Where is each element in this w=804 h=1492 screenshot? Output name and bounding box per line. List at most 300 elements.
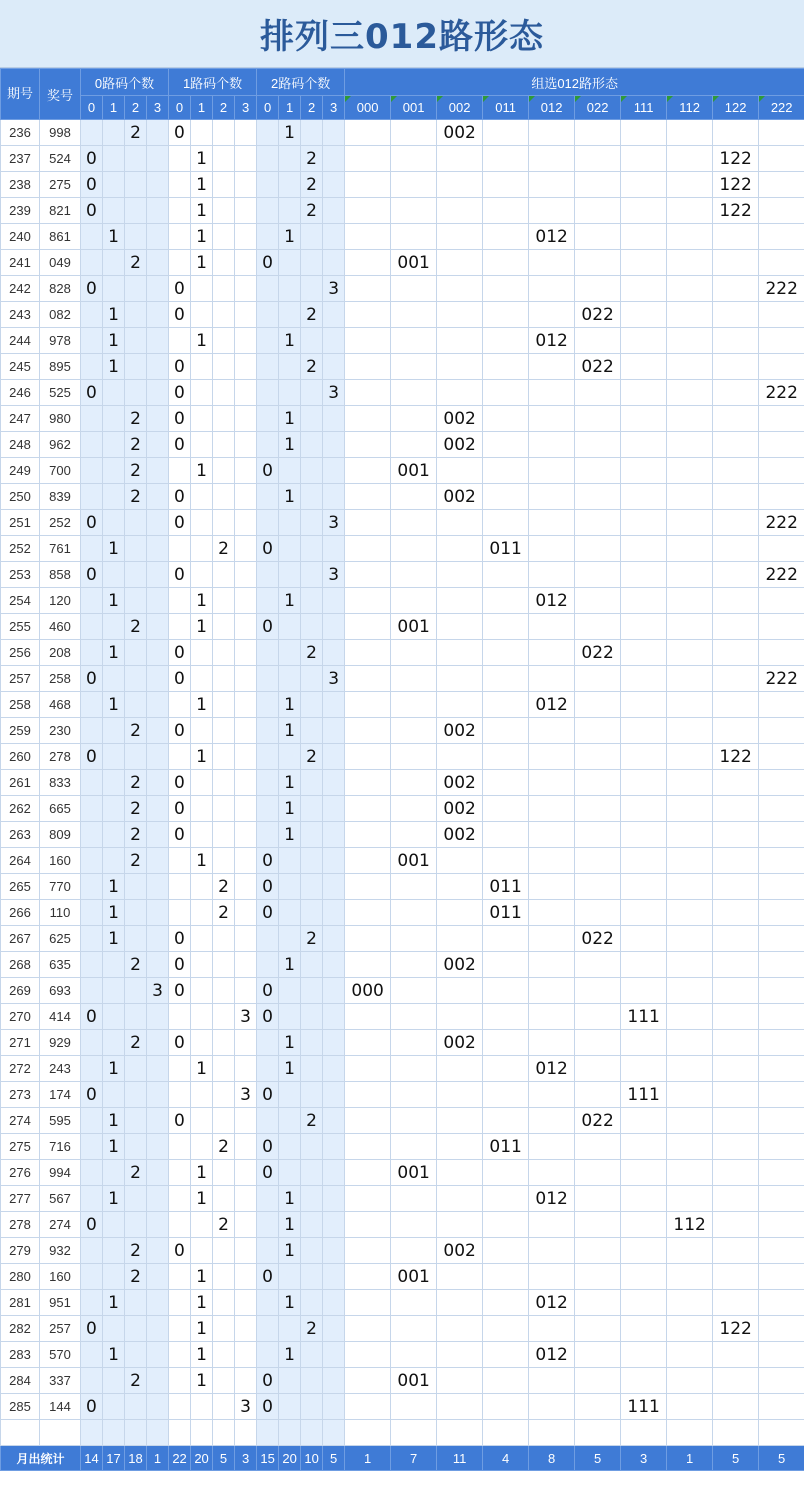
period-cell: 251 <box>1 510 40 536</box>
form-cell <box>759 952 804 978</box>
form-cell <box>759 718 804 744</box>
group0-cell <box>147 874 169 900</box>
form-cell: 012 <box>529 692 575 718</box>
group1-cell: 0 <box>169 380 191 406</box>
table-row <box>1 1160 804 1186</box>
group2-cell <box>279 1394 301 1420</box>
form-cell <box>391 640 437 666</box>
group1-cell <box>213 692 235 718</box>
prize-cell: 120 <box>40 588 81 614</box>
group2-cell <box>301 1394 323 1420</box>
period-cell: 276 <box>1 1160 40 1186</box>
group2-cell <box>323 458 345 484</box>
group2-cell <box>257 770 279 796</box>
form-cell <box>667 510 713 536</box>
form-cell <box>575 1238 621 1264</box>
group2-cell: 1 <box>279 224 301 250</box>
group1-cell <box>191 536 213 562</box>
table-row <box>1 1004 804 1030</box>
form-cell <box>483 1004 529 1030</box>
form-cell: 022 <box>575 354 621 380</box>
form-cell <box>437 1290 483 1316</box>
form-cell <box>713 250 759 276</box>
form-cell <box>529 172 575 198</box>
group1-cell <box>213 1238 235 1264</box>
blank-cell <box>279 1420 301 1446</box>
prize-cell: 257 <box>40 1316 81 1342</box>
prize-cell: 761 <box>40 536 81 562</box>
form-cell <box>713 562 759 588</box>
form-cell <box>391 172 437 198</box>
group0-cell <box>147 822 169 848</box>
form-cell <box>345 588 391 614</box>
group2-cell <box>323 198 345 224</box>
group2-cell: 1 <box>279 1186 301 1212</box>
group0-header: 0路码个数 <box>81 69 169 96</box>
table-row <box>1 614 804 640</box>
form-cell <box>483 1342 529 1368</box>
form-cell <box>483 198 529 224</box>
group0-cell: 0 <box>81 146 103 172</box>
group0-cell <box>125 562 147 588</box>
group2-cell <box>279 276 301 302</box>
blank-cell <box>483 1420 529 1446</box>
group2-cell <box>279 198 301 224</box>
form-cell <box>713 1134 759 1160</box>
form-cell <box>345 1056 391 1082</box>
group1-cell: 0 <box>169 770 191 796</box>
form-cell <box>667 1160 713 1186</box>
group0-cell <box>103 1212 125 1238</box>
footer-count-cell: 14 <box>81 1446 103 1471</box>
prize-cell: 861 <box>40 224 81 250</box>
form-cell <box>759 198 804 224</box>
form-cell <box>437 1134 483 1160</box>
group1-cell <box>213 1082 235 1108</box>
footer-count-cell: 20 <box>191 1446 213 1471</box>
group0-cell <box>103 484 125 510</box>
group2-cell <box>257 562 279 588</box>
blank-cell <box>1 1420 40 1446</box>
group0-cell: 2 <box>125 1368 147 1394</box>
form-cell <box>345 562 391 588</box>
group1-cell: 0 <box>169 432 191 458</box>
count-column-header: 2 <box>125 96 147 120</box>
group1-cell <box>191 640 213 666</box>
form-cell <box>621 1264 667 1290</box>
group0-cell <box>147 1004 169 1030</box>
form-cell <box>529 718 575 744</box>
group2-cell <box>257 1186 279 1212</box>
form-cell <box>621 744 667 770</box>
form-cell <box>621 328 667 354</box>
form-cell <box>529 146 575 172</box>
group1-cell <box>235 1030 257 1056</box>
footer-form-cell: 3 <box>621 1446 667 1471</box>
group1-cell <box>213 952 235 978</box>
group0-cell <box>103 744 125 770</box>
form-cell <box>713 614 759 640</box>
group0-cell <box>81 900 103 926</box>
group2-cell <box>323 640 345 666</box>
group2-cell <box>257 354 279 380</box>
form-cell: 111 <box>621 1394 667 1420</box>
group1-cell <box>191 562 213 588</box>
form-cell <box>437 926 483 952</box>
form-cell <box>391 536 437 562</box>
group2-cell: 1 <box>279 1056 301 1082</box>
group2-cell <box>323 1394 345 1420</box>
period-cell: 239 <box>1 198 40 224</box>
blank-cell <box>235 1420 257 1446</box>
group1-cell <box>235 588 257 614</box>
group2-cell <box>279 666 301 692</box>
form-cell <box>483 328 529 354</box>
form-cell <box>575 614 621 640</box>
group2-cell: 1 <box>279 1030 301 1056</box>
form-cell <box>621 1212 667 1238</box>
group2-cell <box>323 822 345 848</box>
form-cell: 022 <box>575 926 621 952</box>
group2-cell <box>323 302 345 328</box>
subheader-row <box>1 96 804 120</box>
group2-cell <box>257 926 279 952</box>
form-cell <box>575 562 621 588</box>
form-cell <box>713 848 759 874</box>
form-cell <box>759 822 804 848</box>
form-cell <box>575 432 621 458</box>
group2-cell <box>301 1082 323 1108</box>
form-cell <box>437 536 483 562</box>
group1-cell: 0 <box>169 354 191 380</box>
group2-cell <box>257 1342 279 1368</box>
group2-cell: 1 <box>279 588 301 614</box>
group1-cell <box>235 1342 257 1368</box>
group0-cell <box>81 978 103 1004</box>
group2-cell <box>323 250 345 276</box>
form-cell <box>667 484 713 510</box>
group1-cell <box>213 978 235 1004</box>
form-cell <box>575 120 621 146</box>
group1-cell <box>169 1186 191 1212</box>
footer-form-cell: 7 <box>391 1446 437 1471</box>
form-cell: 002 <box>437 822 483 848</box>
form-cell: 012 <box>529 1186 575 1212</box>
form-cell: 000 <box>345 978 391 1004</box>
form-cell <box>667 1238 713 1264</box>
form-cell <box>437 302 483 328</box>
form-cell <box>759 848 804 874</box>
group2-cell <box>257 1056 279 1082</box>
table-row <box>1 744 804 770</box>
form-cell <box>483 1030 529 1056</box>
form-cell <box>529 198 575 224</box>
group1-cell: 0 <box>169 926 191 952</box>
form-cell <box>483 432 529 458</box>
form-cell <box>529 562 575 588</box>
prize-cell: 951 <box>40 1290 81 1316</box>
form-cell <box>713 1082 759 1108</box>
group2-cell <box>323 224 345 250</box>
form-cell <box>483 172 529 198</box>
group2-cell <box>301 1238 323 1264</box>
group2-cell <box>301 1134 323 1160</box>
form-cell <box>391 718 437 744</box>
group0-cell <box>81 848 103 874</box>
period-cell: 280 <box>1 1264 40 1290</box>
form-cell <box>759 1264 804 1290</box>
form-column-header: 011 <box>483 96 529 120</box>
group1-cell <box>235 770 257 796</box>
table-row <box>1 640 804 666</box>
form-cell <box>345 276 391 302</box>
period-cell: 249 <box>1 458 40 484</box>
group2-cell <box>257 406 279 432</box>
group2-cell <box>323 1030 345 1056</box>
form-cell <box>345 224 391 250</box>
form-cell: 012 <box>529 224 575 250</box>
form-cell <box>575 536 621 562</box>
form-cell <box>483 796 529 822</box>
table-row <box>1 146 804 172</box>
group0-cell <box>81 406 103 432</box>
table-header <box>1 69 804 120</box>
prize-cell: 833 <box>40 770 81 796</box>
group1-cell: 0 <box>169 484 191 510</box>
group2-cell <box>323 1082 345 1108</box>
group1-cell <box>169 1082 191 1108</box>
form-cell <box>483 588 529 614</box>
form-cell <box>391 1342 437 1368</box>
footer-form-cell: 4 <box>483 1446 529 1471</box>
footer-form-cell: 11 <box>437 1446 483 1471</box>
group0-cell: 1 <box>103 328 125 354</box>
group0-cell <box>125 1212 147 1238</box>
table-row <box>1 302 804 328</box>
group2-cell: 0 <box>257 1264 279 1290</box>
form-cell <box>713 302 759 328</box>
blank-cell <box>391 1420 437 1446</box>
group1-cell <box>169 328 191 354</box>
footer-count-cell: 20 <box>279 1446 301 1471</box>
form-cell: 122 <box>713 146 759 172</box>
group0-cell <box>103 978 125 1004</box>
prize-cell: 839 <box>40 484 81 510</box>
group0-cell <box>147 1316 169 1342</box>
group0-cell <box>103 1264 125 1290</box>
form-cell <box>437 354 483 380</box>
form-cell <box>759 1108 804 1134</box>
period-cell: 255 <box>1 614 40 640</box>
period-cell: 266 <box>1 900 40 926</box>
form-cell <box>713 874 759 900</box>
form-cell <box>529 848 575 874</box>
form-cell <box>621 536 667 562</box>
form-cell <box>529 1264 575 1290</box>
group2-cell <box>301 822 323 848</box>
group2-cell <box>323 354 345 380</box>
group1-cell: 0 <box>169 718 191 744</box>
group0-cell <box>147 1186 169 1212</box>
form-cell <box>667 328 713 354</box>
trend-table <box>0 68 804 1471</box>
form-cell <box>667 1108 713 1134</box>
group0-cell <box>147 1342 169 1368</box>
group2-cell <box>323 172 345 198</box>
form-cell <box>713 1108 759 1134</box>
group1-cell <box>235 276 257 302</box>
form-cell <box>621 276 667 302</box>
group1-header: 1路码个数 <box>169 69 257 96</box>
prize-cell: 693 <box>40 978 81 1004</box>
group1-cell <box>213 848 235 874</box>
group1-cell <box>213 198 235 224</box>
form-cell <box>483 614 529 640</box>
form-cell <box>667 276 713 302</box>
group2-cell <box>279 510 301 536</box>
prize-cell: 809 <box>40 822 81 848</box>
group2-cell: 0 <box>257 250 279 276</box>
group0-cell <box>125 276 147 302</box>
prize-cell: 110 <box>40 900 81 926</box>
group1-cell <box>213 614 235 640</box>
table-row <box>1 406 804 432</box>
form-cell: 011 <box>483 1134 529 1160</box>
form-cell <box>345 744 391 770</box>
group1-cell <box>213 1004 235 1030</box>
group1-cell <box>213 120 235 146</box>
group1-cell <box>235 900 257 926</box>
form-cell: 022 <box>575 640 621 666</box>
group2-cell: 3 <box>323 510 345 536</box>
group2-cell <box>301 614 323 640</box>
form-cell <box>667 302 713 328</box>
group2-cell: 1 <box>279 718 301 744</box>
group0-cell <box>125 1316 147 1342</box>
group1-cell: 1 <box>191 458 213 484</box>
group1-cell <box>213 354 235 380</box>
table-footer <box>1 1446 804 1471</box>
group2-cell <box>323 328 345 354</box>
group2-cell <box>257 432 279 458</box>
group1-cell: 2 <box>213 900 235 926</box>
form-cell <box>345 302 391 328</box>
form-cell <box>345 328 391 354</box>
form-cell <box>345 432 391 458</box>
prize-cell: 243 <box>40 1056 81 1082</box>
group1-cell <box>235 1108 257 1134</box>
group1-cell: 1 <box>191 848 213 874</box>
group0-cell <box>81 458 103 484</box>
prize-cell: 252 <box>40 510 81 536</box>
form-cell <box>621 952 667 978</box>
form-cell <box>667 1368 713 1394</box>
form-cell <box>391 666 437 692</box>
group0-cell: 1 <box>103 1342 125 1368</box>
table-row <box>1 1238 804 1264</box>
form-cell <box>529 276 575 302</box>
group0-cell <box>147 1290 169 1316</box>
group0-cell: 2 <box>125 1160 147 1186</box>
group1-cell: 1 <box>191 1290 213 1316</box>
table-row <box>1 354 804 380</box>
form-cell <box>483 562 529 588</box>
period-cell: 244 <box>1 328 40 354</box>
form-cell: 012 <box>529 1290 575 1316</box>
group0-cell <box>147 640 169 666</box>
form-cell <box>345 822 391 848</box>
group1-cell: 1 <box>191 146 213 172</box>
group1-cell: 1 <box>191 1342 213 1368</box>
prize-cell: 275 <box>40 172 81 198</box>
form-cell <box>345 614 391 640</box>
form-cell <box>759 1290 804 1316</box>
form-cell <box>529 614 575 640</box>
period-cell: 269 <box>1 978 40 1004</box>
form-cell: 001 <box>391 458 437 484</box>
group0-cell <box>147 1082 169 1108</box>
group2-cell <box>301 900 323 926</box>
blank-cell <box>667 1420 713 1446</box>
group2-cell <box>257 1030 279 1056</box>
form-cell <box>483 1108 529 1134</box>
form-cell: 002 <box>437 432 483 458</box>
group1-cell <box>235 536 257 562</box>
group1-cell <box>213 1030 235 1056</box>
form-cell <box>483 484 529 510</box>
footer-count-cell: 17 <box>103 1446 125 1471</box>
form-cell <box>575 666 621 692</box>
form-cell <box>437 900 483 926</box>
form-cell <box>713 1186 759 1212</box>
group2-cell <box>279 562 301 588</box>
count-column-header: 3 <box>147 96 169 120</box>
group2-cell <box>323 1316 345 1342</box>
group1-cell <box>235 510 257 536</box>
group0-cell <box>103 822 125 848</box>
form-cell <box>759 770 804 796</box>
form-cell <box>391 328 437 354</box>
group2-cell <box>279 874 301 900</box>
form-cell: 222 <box>759 276 804 302</box>
group0-cell <box>125 1186 147 1212</box>
form-cell <box>759 432 804 458</box>
group1-cell <box>169 1342 191 1368</box>
prize-cell: 665 <box>40 796 81 822</box>
table-row <box>1 1030 804 1056</box>
group0-cell: 1 <box>103 692 125 718</box>
group0-cell: 2 <box>125 1030 147 1056</box>
form-cell <box>667 822 713 848</box>
group2-cell <box>323 1160 345 1186</box>
group0-cell <box>81 250 103 276</box>
period-cell: 254 <box>1 588 40 614</box>
group1-cell <box>191 432 213 458</box>
group0-cell: 2 <box>125 822 147 848</box>
form-cell <box>713 120 759 146</box>
form-cell <box>391 354 437 380</box>
form-cell <box>759 1342 804 1368</box>
group0-cell <box>147 120 169 146</box>
table-row <box>1 666 804 692</box>
group1-cell <box>235 926 257 952</box>
form-cell <box>483 1160 529 1186</box>
group0-cell <box>103 562 125 588</box>
group0-cell <box>147 666 169 692</box>
form-cell <box>437 614 483 640</box>
group1-cell <box>169 536 191 562</box>
prize-cell: 174 <box>40 1082 81 1108</box>
